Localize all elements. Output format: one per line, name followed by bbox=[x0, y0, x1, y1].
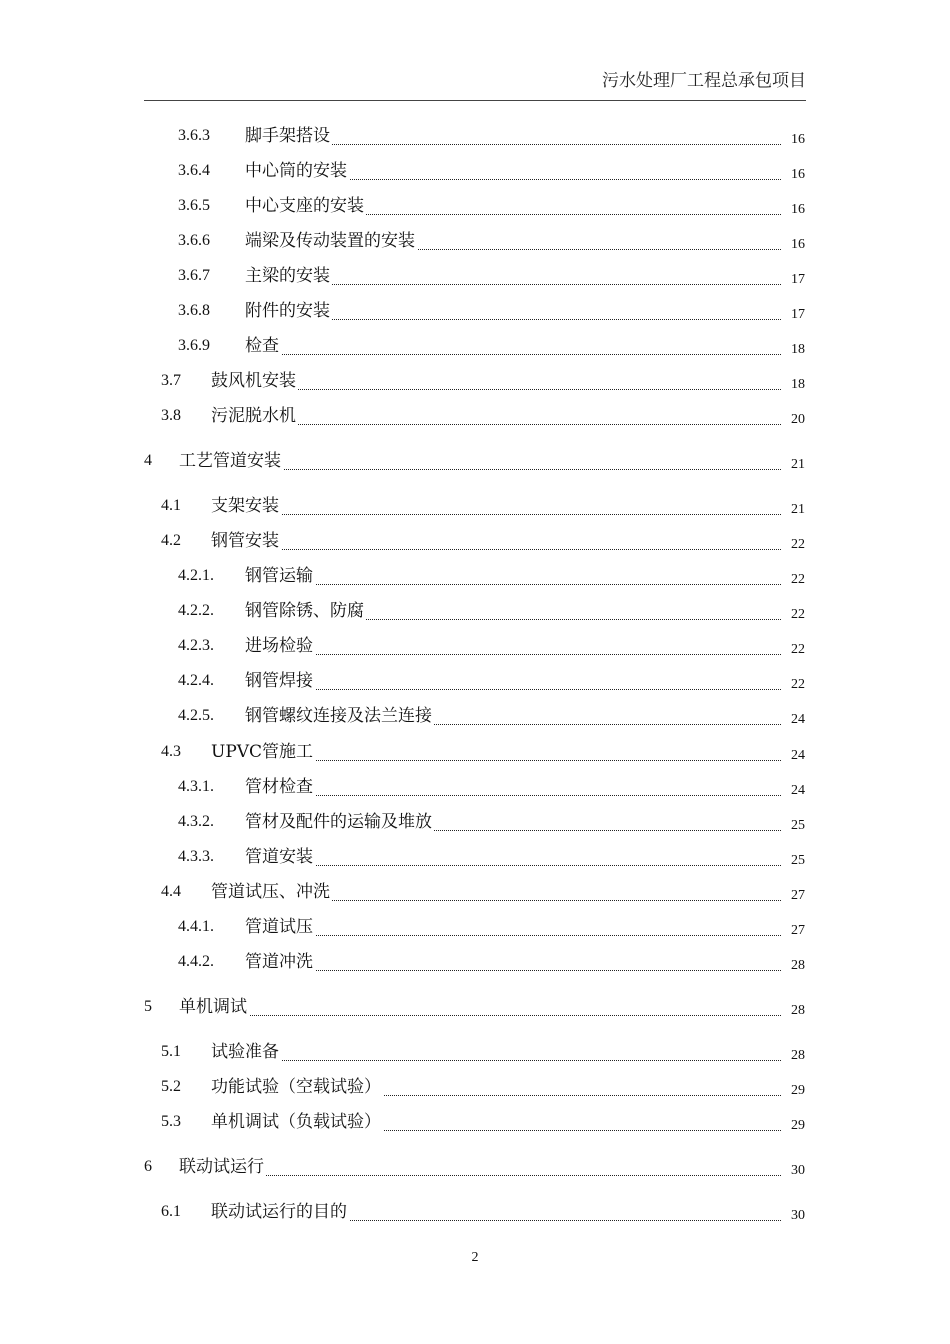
toc-entry-page: 28 bbox=[791, 958, 805, 973]
toc-entry-number: 4.3.1. bbox=[178, 778, 214, 795]
toc-entry-number: 5 bbox=[144, 998, 152, 1015]
toc-entry-number: 4.2.4. bbox=[178, 672, 214, 689]
toc-entry-title: 管道试压、冲洗 bbox=[211, 882, 330, 902]
toc-entry-page: 24 bbox=[791, 783, 805, 798]
toc-entry[interactable] bbox=[178, 230, 805, 252]
toc-entry[interactable] bbox=[161, 530, 805, 552]
toc-entry[interactable] bbox=[161, 1041, 805, 1063]
toc-entry-title: 管道试压 bbox=[245, 917, 313, 937]
toc-entry-number: 3.6.4 bbox=[178, 162, 210, 179]
toc-entry-page: 16 bbox=[791, 202, 805, 217]
toc-entry-page: 16 bbox=[791, 167, 805, 182]
toc-entry-title: 支架安装 bbox=[211, 496, 279, 516]
toc-entry-number: 4.2.5. bbox=[178, 707, 214, 724]
toc-entry-number: 4.3.2. bbox=[178, 813, 214, 830]
dot-leader bbox=[245, 935, 781, 936]
toc-entry[interactable] bbox=[178, 811, 805, 833]
toc-entry-title: 污泥脱水机 bbox=[211, 406, 296, 426]
toc-entry-page: 24 bbox=[791, 748, 805, 763]
toc-entry[interactable] bbox=[161, 881, 805, 903]
toc-entry-number: 3.6.6 bbox=[178, 232, 210, 249]
toc-entry-page: 22 bbox=[791, 537, 805, 552]
toc-entry[interactable] bbox=[178, 300, 805, 322]
toc-entry-number: 3.6.9 bbox=[178, 337, 210, 354]
toc-entry-title: 工艺管道安装 bbox=[179, 451, 281, 471]
toc-entry[interactable] bbox=[178, 670, 805, 692]
toc-entry[interactable] bbox=[178, 951, 805, 973]
toc-entry-title: 端梁及传动装置的安装 bbox=[245, 231, 415, 251]
toc-entry-number: 6.1 bbox=[161, 1203, 181, 1220]
toc-entry-title: 联动试运行的目的 bbox=[211, 1202, 347, 1222]
toc-entry-page: 24 bbox=[791, 712, 805, 727]
toc-entry-number: 4.4.2. bbox=[178, 953, 214, 970]
toc-entry-number: 3.6.8 bbox=[178, 302, 210, 319]
toc-entry-page: 16 bbox=[791, 237, 805, 252]
toc-entry-title: 功能试验（空载试验） bbox=[211, 1077, 381, 1097]
toc-entry[interactable] bbox=[144, 1156, 805, 1178]
toc-entry-number: 5.2 bbox=[161, 1078, 181, 1095]
toc-entry-number: 4 bbox=[144, 452, 152, 469]
toc-entry-title: 主梁的安装 bbox=[245, 266, 330, 286]
toc-entry-number: 3.7 bbox=[161, 372, 181, 389]
toc-entry-page: 30 bbox=[791, 1163, 805, 1178]
toc-entry-page: 25 bbox=[791, 853, 805, 868]
dot-leader bbox=[245, 354, 781, 355]
toc-entry-page: 29 bbox=[791, 1083, 805, 1098]
toc-entry-page: 29 bbox=[791, 1118, 805, 1133]
toc-entry-title: 联动试运行 bbox=[179, 1157, 264, 1177]
toc-entry-number: 4.2.3. bbox=[178, 637, 214, 654]
dot-leader bbox=[245, 689, 781, 690]
dot-leader bbox=[211, 514, 781, 515]
toc-entry-page: 18 bbox=[791, 377, 805, 392]
toc-entry-title: 管道冲洗 bbox=[245, 952, 313, 972]
toc-entry[interactable] bbox=[178, 916, 805, 938]
toc-entry-title: 钢管运输 bbox=[245, 566, 313, 586]
toc-entry-title: 检查 bbox=[245, 336, 279, 356]
toc-entry-title: 管材及配件的运输及堆放 bbox=[245, 812, 432, 832]
toc-entry-number: 4.2.2. bbox=[178, 602, 214, 619]
toc-entry-title: 附件的安装 bbox=[245, 301, 330, 321]
toc-entry[interactable] bbox=[144, 996, 805, 1018]
toc-entry-title: 单机调试 bbox=[179, 997, 247, 1017]
toc-entry[interactable] bbox=[178, 705, 805, 727]
toc-entry-title: 钢管焊接 bbox=[245, 671, 313, 691]
toc-entry-title: 钢管安装 bbox=[211, 531, 279, 551]
toc-entry[interactable] bbox=[178, 125, 805, 147]
toc-entry[interactable] bbox=[178, 335, 805, 357]
toc-entry[interactable] bbox=[178, 635, 805, 657]
toc-entry[interactable] bbox=[178, 195, 805, 217]
dot-leader bbox=[211, 549, 781, 550]
toc-entry-page: 28 bbox=[791, 1003, 805, 1018]
toc-entry-number: 4.2.1. bbox=[178, 567, 214, 584]
page-number: 2 bbox=[471, 1250, 479, 1265]
toc-entry[interactable] bbox=[178, 160, 805, 182]
dot-leader bbox=[245, 584, 781, 585]
toc-entry[interactable] bbox=[161, 1076, 805, 1098]
toc-entry-number: 5.1 bbox=[161, 1043, 181, 1060]
toc-entry-number: 3.8 bbox=[161, 407, 181, 424]
toc-entry-page: 16 bbox=[791, 132, 805, 147]
toc-entry-page: 22 bbox=[791, 572, 805, 587]
toc-entry-title: 试验准备 bbox=[211, 1042, 279, 1062]
toc-entry-page: 21 bbox=[791, 457, 805, 472]
toc-entry-number: 3.6.3 bbox=[178, 127, 210, 144]
dot-leader bbox=[179, 1015, 781, 1016]
toc-entry-page: 17 bbox=[791, 272, 805, 287]
toc-entry-number: 4.4.1. bbox=[178, 918, 214, 935]
toc-entry[interactable] bbox=[178, 846, 805, 868]
toc-entry[interactable] bbox=[144, 450, 805, 472]
toc-entry[interactable] bbox=[161, 1201, 805, 1223]
toc-entry-title: UPVC管施工 bbox=[211, 742, 314, 762]
toc-entry-page: 25 bbox=[791, 818, 805, 833]
toc-entry-number: 4.4 bbox=[161, 883, 181, 900]
toc-entry[interactable] bbox=[161, 1111, 805, 1133]
dot-leader bbox=[245, 795, 781, 796]
toc-entry-page: 27 bbox=[791, 888, 805, 903]
toc-entry-title: 进场检验 bbox=[245, 636, 313, 656]
toc-entry-number: 6 bbox=[144, 1158, 152, 1175]
toc-entry-title: 单机调试（负载试验） bbox=[211, 1112, 381, 1132]
toc-entry[interactable] bbox=[178, 265, 805, 287]
toc-entry-number: 4.3 bbox=[161, 743, 181, 760]
dot-leader bbox=[245, 865, 781, 866]
toc-entry-page: 22 bbox=[791, 607, 805, 622]
toc-entry-title: 中心支座的安装 bbox=[245, 196, 364, 216]
toc-entry[interactable] bbox=[178, 565, 805, 587]
toc-entry-page: 28 bbox=[791, 1048, 805, 1063]
toc-entry-number: 3.6.7 bbox=[178, 267, 210, 284]
toc-entry-page: 18 bbox=[791, 342, 805, 357]
toc-entry-title: 钢管螺纹连接及法兰连接 bbox=[245, 706, 432, 726]
toc-entry[interactable] bbox=[161, 741, 805, 763]
toc-entry-page: 27 bbox=[791, 923, 805, 938]
toc-entry-page: 17 bbox=[791, 307, 805, 322]
toc-entry-title: 鼓风机安装 bbox=[211, 371, 296, 391]
toc-entry[interactable] bbox=[178, 600, 805, 622]
toc-entry-title: 中心筒的安装 bbox=[245, 161, 347, 181]
toc-entry-title: 脚手架搭设 bbox=[245, 126, 330, 146]
toc-entry-number: 4.3.3. bbox=[178, 848, 214, 865]
running-header-title: 污水处理厂工程总承包项目 bbox=[602, 71, 806, 91]
toc-entry-page: 22 bbox=[791, 642, 805, 657]
toc-entry-page: 21 bbox=[791, 502, 805, 517]
dot-leader bbox=[179, 1175, 781, 1176]
toc-entry-number: 4.2 bbox=[161, 532, 181, 549]
toc-entry-title: 管道安装 bbox=[245, 847, 313, 867]
toc-entry-page: 30 bbox=[791, 1208, 805, 1223]
toc-entry-title: 钢管除锈、防腐 bbox=[245, 601, 364, 621]
toc-entry-title: 管材检查 bbox=[245, 777, 313, 797]
toc-entry-number: 5.3 bbox=[161, 1113, 181, 1130]
toc-entry[interactable] bbox=[161, 405, 805, 427]
toc-entry[interactable] bbox=[178, 776, 805, 798]
toc-entry-page: 22 bbox=[791, 677, 805, 692]
toc-entry-page: 20 bbox=[791, 412, 805, 427]
dot-leader bbox=[211, 1060, 781, 1061]
toc-entry-number: 4.1 bbox=[161, 497, 181, 514]
toc-entry-number: 3.6.5 bbox=[178, 197, 210, 214]
dot-leader bbox=[245, 970, 781, 971]
dot-leader bbox=[245, 654, 781, 655]
toc-entry[interactable] bbox=[161, 370, 805, 392]
toc-entry[interactable] bbox=[161, 495, 805, 517]
